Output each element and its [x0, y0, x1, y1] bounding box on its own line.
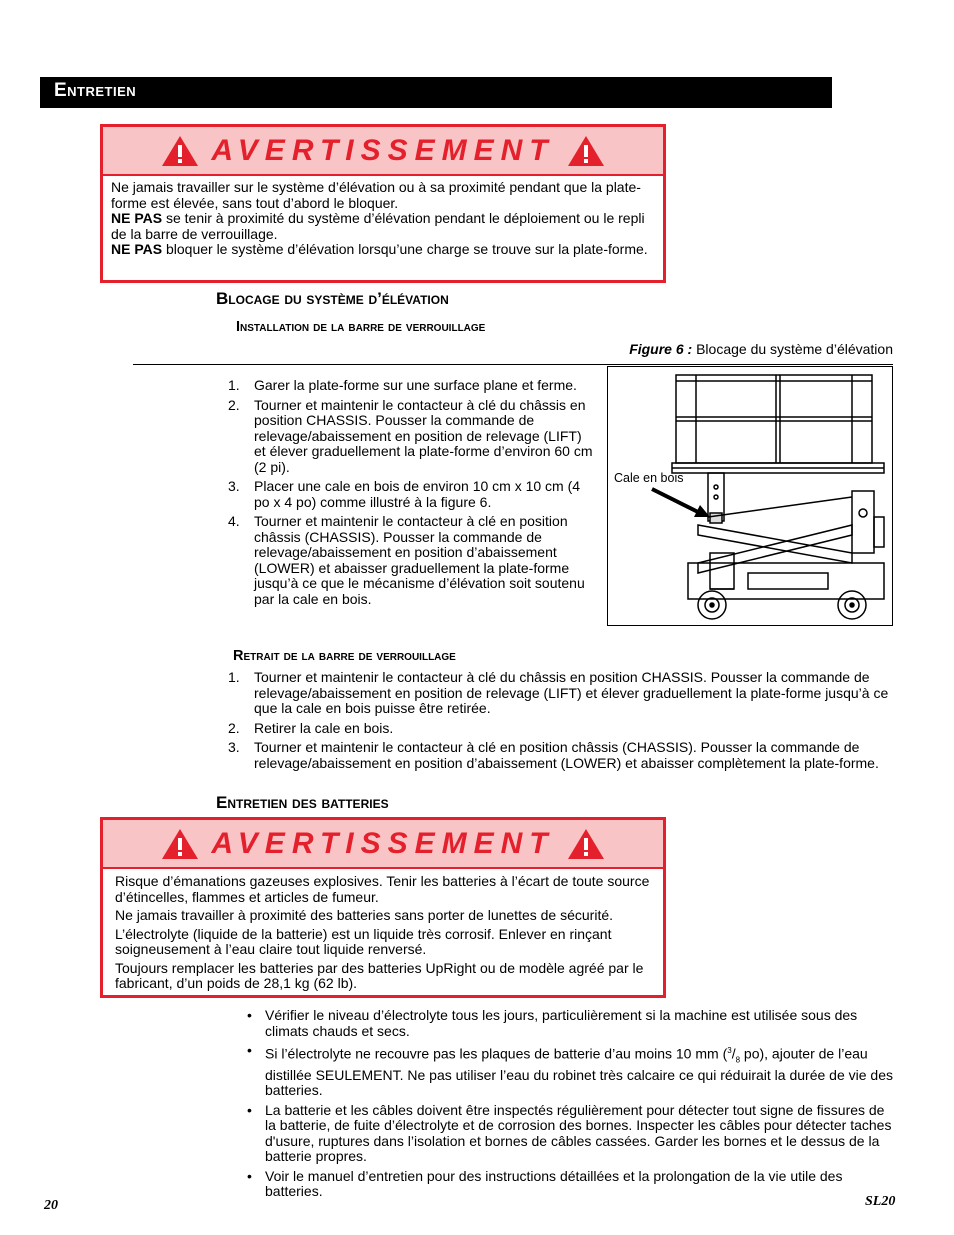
warning-header: [103, 127, 663, 176]
warning-line: NE PAS bloquer le système d’élévation lorsqu’une charge se trouve sur la plate-forme.: [111, 241, 648, 257]
warning-paragraph: Toujours remplacer les batteries par des batteries UpRight ou de modèle agréé par le fabricant, d’un poids de 28,1 kg (62 lb).: [115, 959, 644, 991]
list-item: 3. Placer une cale en bois de environ 10 cm x 10 cm (4 po x 4 po) comme illustré à la figure 6.: [228, 478, 581, 510]
warning-box-lift-system: [100, 124, 666, 283]
warning-paragraph: Ne jamais travailler à proximité des batteries sans porter de lunettes de sécurité.: [115, 907, 614, 923]
list-item: 1. Garer la plate-forme sur une surface plane et ferme.: [228, 377, 577, 393]
battery-bullets: [247, 1008, 894, 1204]
warning-triangle-icon: [161, 134, 199, 168]
warning-heading: AVERTISSEMENT: [211, 826, 555, 860]
figure-caption-text: Blocage du système d’élévation: [692, 341, 893, 357]
warning-box-batteries: [100, 817, 666, 998]
list-item: 4. Tourner et maintenir le contacteur à clé en position châssis (CHASSIS). Pousser la commande de relevage/abaissement en position d’abaissement (LOWER) et abaisser graduellement la plate-forme jusqu’à ce que le mécanisme d’élévation soit soutenu par la cale en bois.: [228, 513, 585, 607]
list-item: • Si l’électrolyte ne recouvre pas les plaques de batterie d’au moins 10 mm ($^3/_8$ po), ajouter de l’eau distillée SEULEMENT. Ne pas utiliser l’eau du robinet très calcaire ce qui réduirait la durée de vie des batteries.: [247, 1042, 893, 1099]
section-title: Entretien: [54, 80, 137, 101]
heading-blocage: Blocage du système d’élévation: [216, 289, 449, 308]
figure-scissor-lift: [607, 366, 893, 626]
section-header-bar: [40, 77, 832, 108]
list-item: 2. Retirer la cale en bois.: [228, 719, 394, 736]
heading-batteries: Entretien des batteries: [216, 793, 389, 812]
list-item: 1. Tourner et maintenir le contacteur à clé du châssis en position CHASSIS. Pousser la commande de relevage/abaissement en position de relevage (LIFT) et élever graduellement la plate-forme jusqu’à ce que la cale en bois puisse être retirée.: [228, 669, 889, 716]
warning-body: [115, 874, 655, 995]
figure-caption: [629, 342, 893, 358]
install-steps: [228, 378, 596, 611]
warning-body: [111, 180, 655, 258]
warning-line: Ne jamais travailler sur le système d’élévation ou à sa proximité pendant que la plate-forme est élevée, sans tout d’abord le bloquer.: [111, 179, 641, 211]
warning-heading: AVERTISSEMENT: [211, 133, 555, 167]
warning-triangle-icon: [567, 134, 605, 168]
warning-header: [103, 820, 663, 869]
heading-installation: Installation de la barre de verrouillage: [236, 319, 486, 335]
retrait-steps: [228, 670, 894, 775]
page-number: 20: [44, 1198, 58, 1213]
warning-paragraph: Risque d’émanations gazeuses explosives. Tenir les batteries à l’écart de toute source d’étincelles, flammes et articles de fumeur.: [115, 873, 650, 905]
list-item: • Voir le manuel d’entretien pour des instructions détaillées et la prolongation de la vie utile des batteries.: [247, 1167, 843, 1200]
warning-triangle-icon: [567, 827, 605, 861]
list-item: 2. Tourner et maintenir le contacteur à clé du châssis en position CHASSIS. Pousser la commande de relevage/abaissement en position de relevage (LIFT) et élever graduellement la plate-forme d’environ 60 cm (2 pi).: [228, 396, 593, 475]
scissor-lift-illustration: [608, 367, 892, 625]
model-label: SL20: [865, 1194, 896, 1209]
warning-paragraph: L’électrolyte (liquide de la batterie) est un liquide très corrosif. Enlever en rinçant soigneusement à l’eau claire tout liquide renversé.: [115, 925, 612, 957]
list-item: • Vérifier le niveau d’électrolyte tous les jours, particulièrement si la machine est utilisée sous des climats chauds et secs.: [247, 1007, 858, 1039]
list-item: 3. Tourner et maintenir le contacteur à clé en position châssis (CHASSIS). Pousser la commande de relevage/abaissement en position d’abaissement (LOWER) et abaisser complètement la plate-forme.: [228, 739, 879, 771]
divider-line: [133, 364, 893, 365]
figure-label: Figure 6 :: [629, 341, 693, 357]
list-item: • La batterie et les câbles doivent être inspectés régulièrement pour détecter tout signe de fissures de la batterie, de fuite d’électrolyte et de corrosion des bornes. Inspecter les câbles pour détecter taches d'usure, ruptures dans l’isolation et bornes de câbles cassées. Garder les bornes et le dessus de la batterie propres.: [247, 1101, 892, 1165]
warning-triangle-icon: [161, 827, 199, 861]
heading-retrait: Retrait de la barre de verrouillage: [233, 648, 456, 664]
figure-callout-label: Cale en bois: [614, 471, 684, 485]
warning-line: NE PAS se tenir à proximité du système d’élévation pendant le déploiement ou le repli de la barre de verrouillage.: [111, 210, 645, 242]
